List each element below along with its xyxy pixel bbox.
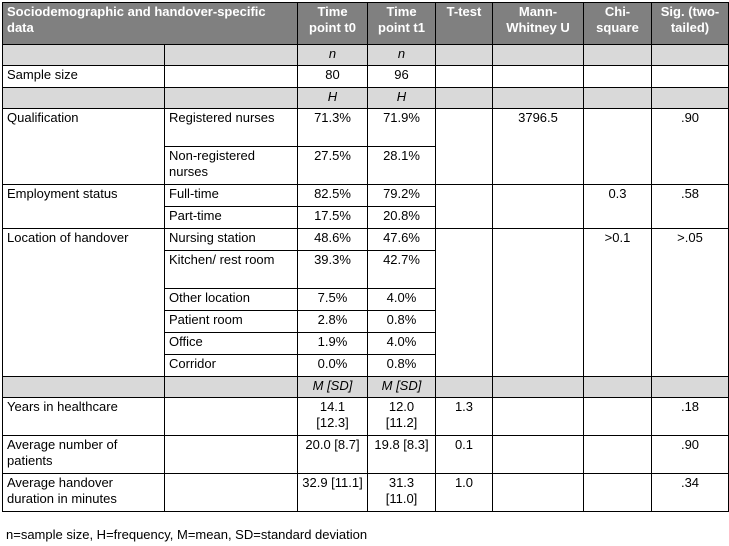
cell-t0: 71.3% bbox=[298, 109, 368, 147]
cell-t1: 47.6% bbox=[368, 229, 436, 251]
row-label: Qualification bbox=[3, 109, 165, 185]
cell-t0: 39.3% bbox=[298, 251, 368, 289]
table-row bbox=[3, 109, 729, 147]
cell-t0: 80 bbox=[298, 66, 368, 88]
cell-t1: 71.9% bbox=[368, 109, 436, 147]
subheader-n bbox=[3, 45, 729, 66]
cell-t1: 20.8% bbox=[368, 207, 436, 229]
cell-t0: 0.0% bbox=[298, 355, 368, 377]
row-label: Employment status bbox=[3, 185, 165, 229]
table-row bbox=[3, 398, 729, 436]
cell-t1: 28.1% bbox=[368, 147, 436, 185]
cell-mwu: 3796.5 bbox=[493, 109, 584, 185]
cell-t0: 17.5% bbox=[298, 207, 368, 229]
cell-t1: 4.0% bbox=[368, 333, 436, 355]
cell-t1: 0.8% bbox=[368, 311, 436, 333]
cell-sig: .90 bbox=[652, 109, 729, 185]
subheader-t0: M [SD] bbox=[298, 377, 368, 398]
subheader-t0: n bbox=[298, 45, 368, 66]
subheader-m bbox=[3, 377, 729, 398]
cell-t1: 4.0% bbox=[368, 289, 436, 311]
row-label: Location of handover bbox=[3, 229, 165, 377]
row-category: Corridor bbox=[165, 355, 298, 377]
header-ttest: T-test bbox=[436, 3, 493, 45]
header-variable: Sociodemographic and handover-specific data bbox=[3, 3, 298, 45]
row-category: Nursing station bbox=[165, 229, 298, 251]
cell-t0: 7.5% bbox=[298, 289, 368, 311]
cell-ttest: 1.0 bbox=[436, 474, 493, 512]
cell-t1: 19.8 [8.3] bbox=[368, 436, 436, 474]
cell-ttest: 1.3 bbox=[436, 398, 493, 436]
subheader-t1: n bbox=[368, 45, 436, 66]
row-category: Registered nurses bbox=[165, 109, 298, 147]
header-t1: Time point t1 bbox=[368, 3, 436, 45]
table-row bbox=[3, 474, 729, 512]
row-category: Non-registered nurses bbox=[165, 147, 298, 185]
table-row bbox=[3, 229, 729, 251]
cell-sig: .18 bbox=[652, 398, 729, 436]
cell-t0: 1.9% bbox=[298, 333, 368, 355]
row-category: Full-time bbox=[165, 185, 298, 207]
subheader-t1: M [SD] bbox=[368, 377, 436, 398]
row-category: Part-time bbox=[165, 207, 298, 229]
header-sig: Sig. (two-tailed) bbox=[652, 3, 729, 45]
row-category: Other location bbox=[165, 289, 298, 311]
cell-t0: 20.0 [8.7] bbox=[298, 436, 368, 474]
cell-t1: 0.8% bbox=[368, 355, 436, 377]
table-footnote: n=sample size, H=frequency, M=mean, SD=standard deviation bbox=[6, 527, 368, 542]
results-table bbox=[2, 2, 729, 512]
subheader-t1: H bbox=[368, 88, 436, 109]
header-t0: Time point t0 bbox=[298, 3, 368, 45]
row-label: Sample size bbox=[3, 66, 165, 88]
cell-t1: 79.2% bbox=[368, 185, 436, 207]
row-label: Years in healthcare bbox=[3, 398, 165, 436]
cell-t1: 96 bbox=[368, 66, 436, 88]
cell-sig: >.05 bbox=[652, 229, 729, 377]
cell-t0: 27.5% bbox=[298, 147, 368, 185]
subheader-t0: H bbox=[298, 88, 368, 109]
subheader-h bbox=[3, 88, 729, 109]
cell-sig: .58 bbox=[652, 185, 729, 229]
cell-t0: 48.6% bbox=[298, 229, 368, 251]
cell-t0: 32.9 [11.1] bbox=[298, 474, 368, 512]
cell-ttest: 0.1 bbox=[436, 436, 493, 474]
table-row bbox=[3, 66, 729, 88]
table-row bbox=[3, 185, 729, 207]
header-mwu: Mann-Whitney U bbox=[493, 3, 584, 45]
row-label: Average number of patients bbox=[3, 436, 165, 474]
cell-t0: 82.5% bbox=[298, 185, 368, 207]
cell-sig: .90 bbox=[652, 436, 729, 474]
cell-t1: 31.3 [11.0] bbox=[368, 474, 436, 512]
row-category: Patient room bbox=[165, 311, 298, 333]
cell-chi: >0.1 bbox=[584, 229, 652, 377]
cell-t1: 12.0 [11.2] bbox=[368, 398, 436, 436]
cell-t0: 14.1 [12.3] bbox=[298, 398, 368, 436]
cell-t1: 42.7% bbox=[368, 251, 436, 289]
row-label: Average handover duration in minutes bbox=[3, 474, 165, 512]
header-chi: Chi-square bbox=[584, 3, 652, 45]
header-row bbox=[3, 3, 729, 45]
table-row bbox=[3, 436, 729, 474]
row-category: Kitchen/ rest room bbox=[165, 251, 298, 289]
cell-sig: .34 bbox=[652, 474, 729, 512]
row-category: Office bbox=[165, 333, 298, 355]
cell-t0: 2.8% bbox=[298, 311, 368, 333]
cell-chi: 0.3 bbox=[584, 185, 652, 229]
